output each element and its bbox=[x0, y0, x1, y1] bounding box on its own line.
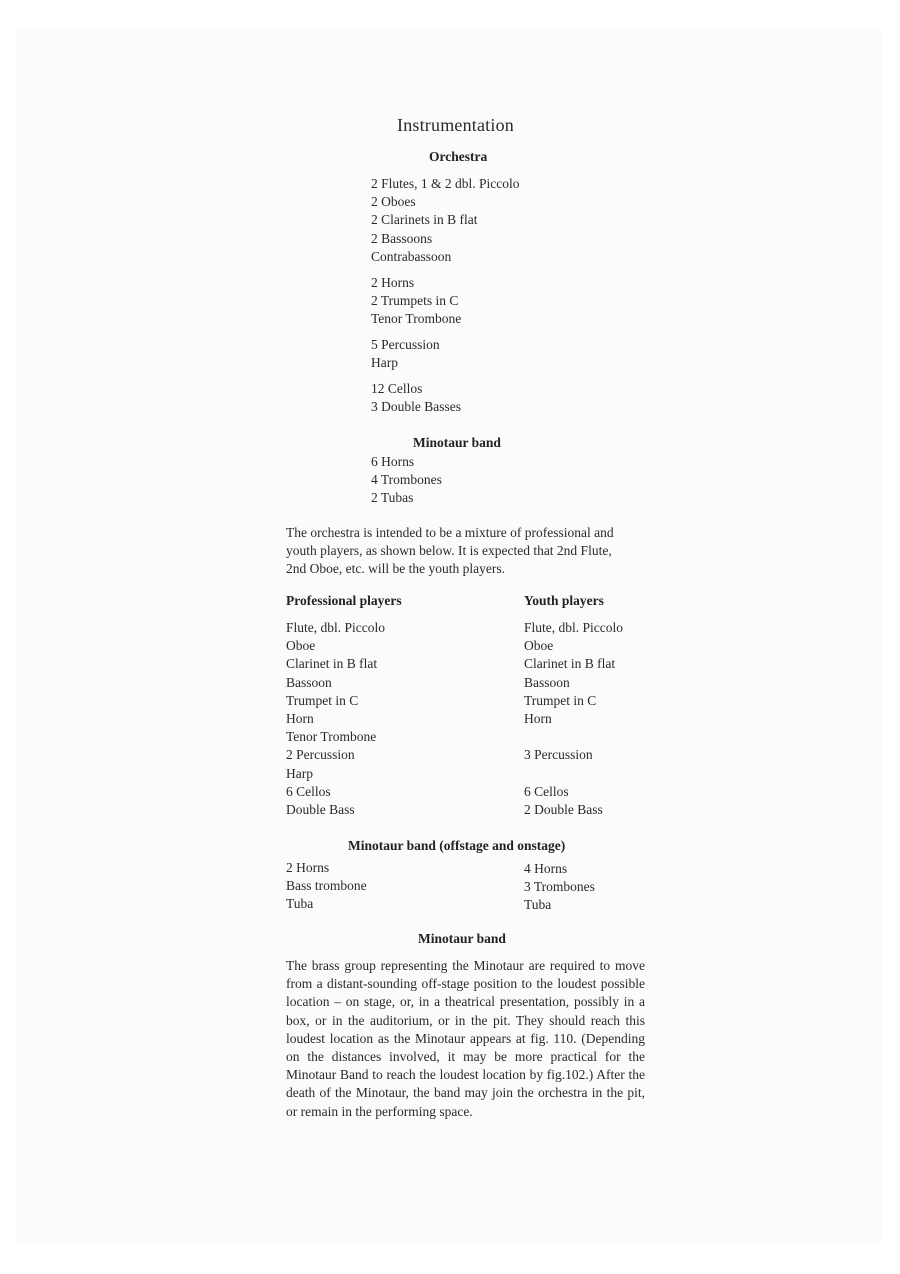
professional-players-heading: Professional players bbox=[286, 593, 402, 608]
list-item: Tuba bbox=[524, 897, 552, 913]
list-item: Clarinet in B flat bbox=[286, 656, 378, 672]
list-item: Harp bbox=[286, 765, 313, 781]
minotaur-onstage-list bbox=[524, 860, 595, 915]
list-item: Oboe bbox=[286, 638, 316, 654]
list-item: Oboe bbox=[524, 638, 554, 654]
list-item bbox=[524, 765, 623, 783]
list-item: 2 Tubas bbox=[371, 490, 414, 506]
list-item: Contrabassoon bbox=[371, 248, 452, 264]
list-item: Bassoon bbox=[286, 674, 332, 690]
list-item: 3 Percussion bbox=[524, 747, 593, 763]
list-item: Horn bbox=[286, 710, 314, 726]
list-item: Bassoon bbox=[524, 674, 570, 690]
youth-players-heading: Youth players bbox=[524, 593, 604, 608]
list-item: Trumpet in C bbox=[524, 692, 597, 708]
youth-players-list bbox=[524, 619, 623, 819]
orchestra-brass-list bbox=[371, 274, 461, 329]
list-item: Tenor Trombone bbox=[286, 729, 377, 745]
orchestra-woodwinds-list bbox=[371, 175, 520, 266]
list-item: 6 Cellos bbox=[286, 783, 331, 799]
list-item: 12 Cellos bbox=[371, 381, 423, 396]
minotaur-offstage-list bbox=[286, 859, 367, 914]
list-item: 2 Flutes, 1 & 2 dbl. Piccolo bbox=[371, 176, 520, 191]
list-item: 2 Bassoons bbox=[371, 230, 433, 246]
minotaur-note-heading: Minotaur band bbox=[418, 931, 506, 946]
orchestra-strings-list bbox=[371, 380, 461, 416]
minotaur-split-heading: Minotaur band (offstage and onstage) bbox=[348, 838, 566, 853]
list-item: Double Bass bbox=[286, 801, 355, 817]
orchestra-heading: Orchestra bbox=[429, 149, 488, 164]
list-item: Flute, dbl. Piccolo bbox=[286, 620, 385, 635]
orchestra-percussion-list bbox=[371, 336, 440, 372]
minotaur-band-heading: Minotaur band bbox=[413, 435, 501, 450]
list-item: 2 Clarinets in B flat bbox=[371, 212, 478, 228]
list-item: Clarinet in B flat bbox=[524, 656, 616, 672]
page-title: Instrumentation bbox=[397, 115, 514, 135]
intro-paragraph-line: The orchestra is intended to be a mixture of professional and bbox=[286, 525, 614, 540]
list-item: 2 Horns bbox=[286, 860, 330, 875]
list-item: Horn bbox=[524, 710, 552, 726]
list-item: 5 Percussion bbox=[371, 337, 440, 352]
list-item: Harp bbox=[371, 355, 398, 371]
minotaur-band-list bbox=[371, 453, 442, 508]
intro-paragraph-line: youth players, as shown below. It is expected that 2nd Flute, bbox=[286, 543, 612, 558]
list-item: 3 Trombones bbox=[524, 879, 595, 895]
list-item: Bass trombone bbox=[286, 878, 367, 894]
list-item: 2 Horns bbox=[371, 275, 415, 290]
list-item bbox=[524, 728, 623, 746]
list-item: 4 Horns bbox=[524, 861, 568, 876]
list-item: 2 Percussion bbox=[286, 747, 355, 763]
list-item: 2 Double Bass bbox=[524, 801, 603, 817]
list-item: Trumpet in C bbox=[286, 692, 359, 708]
list-item: 6 Horns bbox=[371, 454, 415, 469]
list-item: Tuba bbox=[286, 896, 314, 912]
intro-paragraph-line: 2nd Oboe, etc. will be the youth players. bbox=[286, 561, 505, 576]
list-item: 3 Double Basses bbox=[371, 399, 461, 415]
list-item: 6 Cellos bbox=[524, 783, 569, 799]
professional-players-list bbox=[286, 619, 385, 819]
list-item: Tenor Trombone bbox=[371, 311, 462, 327]
list-item: 2 Trumpets in C bbox=[371, 293, 459, 309]
minotaur-note-paragraph: The brass group representing the Minotaur are required to move from a distant-sounding off-stage position to the loudest possible location – on stage, or, in a theatrical presentation, possibly in a box, or in the auditorium, or in the pit. They should reach this loudest location as the Minotaur appears at fig. 110. (Depending on the distances involved, it may be more practical for the Minotaur Band to reach the loudest location by fig.102.) After the death of the Minotaur, the band may join the orchestra in the pit, or remain in the performing space. bbox=[286, 958, 645, 1119]
list-item: 4 Trombones bbox=[371, 472, 442, 488]
list-item: 2 Oboes bbox=[371, 194, 416, 210]
list-item: Flute, dbl. Piccolo bbox=[524, 620, 623, 635]
